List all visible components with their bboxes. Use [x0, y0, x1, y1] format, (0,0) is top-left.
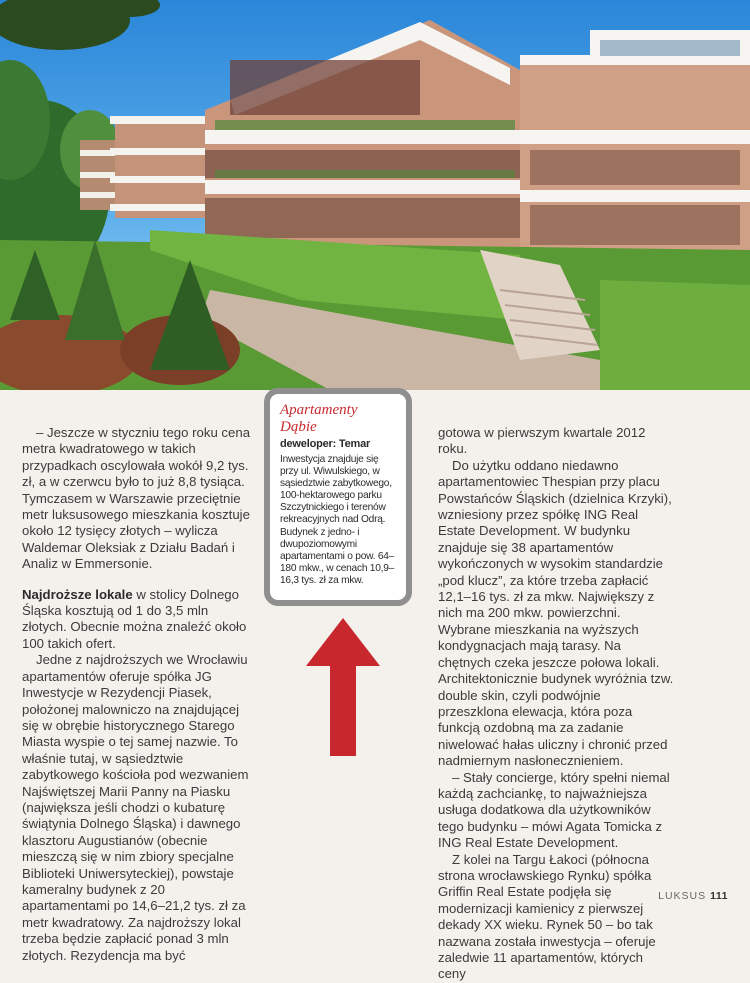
- paragraph-rest: w stolicy Dolnego Śląska kosztują od 1 do 3,5 mln złotych. Obecnie można znaleźć około 100 takich ofert.: [22, 586, 247, 651]
- paragraph: Jedne z najdroższych we Wrocławiu apartamentów oferuje spółka JG Inwestycje w Rezydencji Piasek, położonej malowniczo na znajdującej się w obrębie historycznego Starego Miasta wyspie o tej samej nazwie. To właśnie tutaj, w sąsiedztwie zabytkowego kościoła pod wezwaniem Najświętszej Marii Panny na Piasku (największa jeśli chodzi o kubaturę świątynia Dolnego Śląska) i dawnego klasztoru Augustianów (obecnie mieszczą się w nim zbiory specjalne Biblioteki Uniwersyteckiej), powstaje kameralny budynek z 20 apartamentami po 14,6–21,2 tys. zł za metr kwadratowy. Za najdroższy lokal trzeba będzie zapłacić ponad 3 mln złotych. Rezydencja ma być: [22, 652, 249, 963]
- info-box-body: Inwestycja znajduje się przy ul. Wiwulskiego, w sąsiedztwie zabytkowego, 100-hektarowego parku Szczytnickiego i terenów rekreacyjnych nad Odrą. Budynek z jedno- i dwupoziomowymi apartamentami o pow. 64–180 mkw., w cenach 10,9–16,3 tys. zł za mkw.: [280, 454, 395, 586]
- paragraph: Do użytku oddano niedawno apartamentowiec Thespian przy placu Powstańców Śląskich (dzielnica Krzyki), wzniesiony przez spółkę ING Real Estate Development. W budynku znajduje się 38 apartamentów wykończonych w wysokim standardzie „pod klucz”, za które trzeba zapłacić 12,1–16 tys. zł za mkw. Największy z nich ma 200 mkw. powierzchni. Wybrane mieszkania na wyższych kondygnacjach mają tarasy. Na chętnych czeka jeszcze połowa lokali. Architektonicznie budynek wyróżnia tzw. double skin, czyli podwójnie przeszklona elewacja, która poza funkcją ozdobną ma za zadanie niwelować hałas uliczny i chronić przed nadmiernym nasłonecznieniem.: [438, 457, 674, 769]
- info-box-title: [280, 402, 398, 436]
- left-column: [22, 425, 256, 964]
- page-footer: [658, 890, 728, 902]
- paragraph: Z kolei na Targu Łakoci (północna strona wrocławskiego Rynku) spółka Griffin Real Estate podjęła się modernizacji kamienicy z pierwszej dekady XX wieku. Rynek 50 – bo tak nazwana została inwestycja – oferuje zaledwie 11 apartamentów, których ceny: [438, 851, 656, 982]
- apartment-buildings-photo: [0, 0, 750, 390]
- red-up-arrow-icon: [306, 618, 380, 756]
- info-box-developer: deweloper: Temar: [280, 438, 371, 450]
- magazine-name: LUKSUS: [658, 890, 707, 902]
- info-box-title-line2: Dąbie: [280, 419, 317, 435]
- photo-illustration: [0, 0, 750, 390]
- page-number: 111: [710, 890, 728, 902]
- paragraph: – Jeszcze w styczniu tego roku cena metra kwadratowego w takich przypadkach oscylowała wokół 9,2 tys. zł, a w czerwcu było to już 8,8 tysiąca. Tymczasem w Warszawie przeciętnie metr luksusowego mieszkania kosztuje około 12 tysięcy złotych – wylicza Waldemar Oleksiak z Działu Badań i Analiz w Emmersonie.: [22, 425, 251, 572]
- paragraph: [22, 587, 256, 653]
- paragraph: – Stały concierge, który spełni niemal każdą zachciankę, to najważniejsza usługa dodatkowa dla użytkowników tego budynku – mówi Agata Tomicka z ING Real Estate Development.: [438, 769, 670, 851]
- info-box-apartamenty-dabie: [264, 388, 412, 606]
- lead-in: Najdroższe lokale: [22, 586, 133, 602]
- info-box-title-line1: Apartamenty: [280, 402, 358, 418]
- right-column: [438, 425, 674, 983]
- paragraph: gotowa w pierwszym kwartale 2012 roku.: [438, 425, 646, 457]
